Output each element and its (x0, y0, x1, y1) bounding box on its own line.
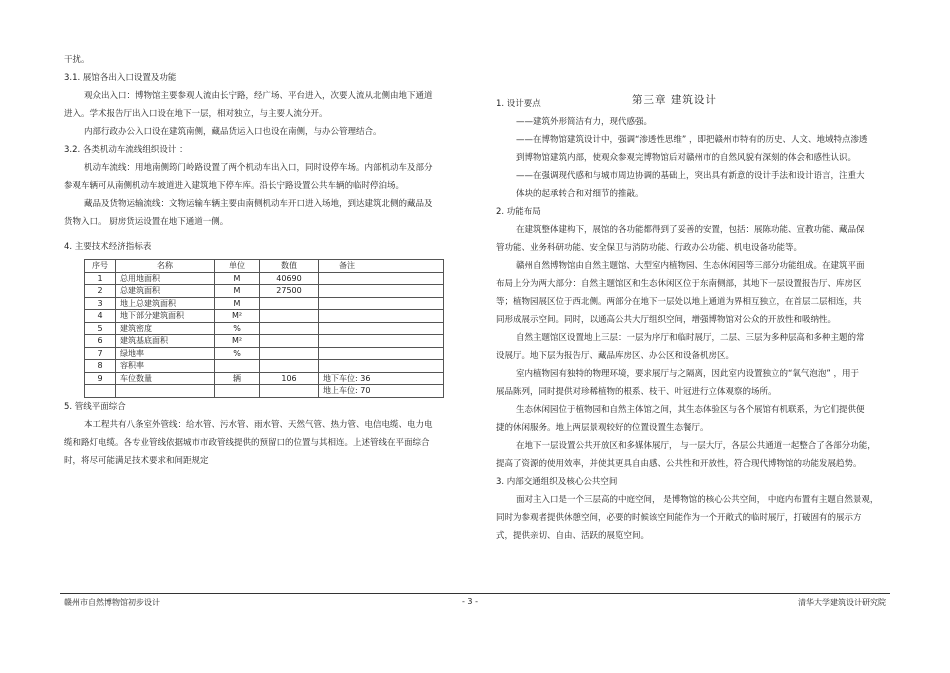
table-row (85, 385, 444, 398)
table-row (85, 285, 444, 298)
table-cell: 地上车位: 70 (319, 385, 444, 398)
table-row (85, 322, 444, 335)
text-line: 3.1. 展馆各出入口设置及功能 (64, 73, 177, 83)
text-line: 室内植物园有独特的物理环境，要求展厅与之隔离，因此室内设置独立的“氧气泡泡” ，用于 (516, 369, 860, 379)
table-cell: 3 (85, 297, 116, 310)
text-line: ——在强调现代感和与城市周边协调的基础上，突出具有新意的设计手法和设计语言，注重大 (516, 171, 865, 181)
table-cell (260, 322, 319, 335)
table-cell: 2 (85, 285, 116, 298)
table-cell (319, 285, 444, 298)
text-line: 3. 内部交通组织及核心公共空间 (496, 477, 618, 487)
text-line: 5. 管线平面综合 (64, 401, 126, 412)
table-cell: % (215, 322, 260, 335)
table-row (85, 310, 444, 323)
text-line: 管功能、业务科研功能、安全保卫与消防功能、行政办公功能、机电设备功能等。 (496, 243, 803, 253)
table-row (85, 360, 444, 373)
table-row (85, 347, 444, 360)
text-line: 提高了资源的使用效率，并使其更具自由感、公共性和开放性，符合现代博物馆的功能发展趋势。 (496, 459, 862, 469)
table-cell: 40690 (260, 272, 319, 285)
table-cell (319, 347, 444, 360)
table-cell (85, 385, 116, 398)
left-column (64, 51, 464, 470)
text-line: ——建筑外形简洁有力，现代感强。 (516, 117, 653, 127)
text-line: ——在博物馆建筑设计中，强调“渗透性思维” ，即把赣州市特有的历史、人文、地域特点渗透 (516, 135, 868, 145)
text-line: 藏品及货物运输流线：文物运输车辆主要由南侧机动车开口进入场地，到达建筑北侧的藏品及 (84, 199, 433, 209)
text-line: 进入。学术报告厅出入口设在地下一层，相对独立，与主要人流分开。 (64, 109, 328, 119)
table-cell: 6 (85, 335, 116, 348)
text-line: 时，将尽可能满足技术要求和间距规定 (64, 455, 209, 466)
text-line: 同形成展示空间。同时，以通高公共大厅组织空间，增强博物馆对公众的开放性和吸纳性。 (496, 315, 837, 325)
table-cell: M (215, 272, 260, 285)
table-cell: 4 (85, 310, 116, 323)
text-line: 参观车辆可从南侧机动车坡道进入建筑地下停车库。沿长宁路设置公共车辆的临时停泊场。 (64, 181, 405, 191)
table-cell (319, 297, 444, 310)
text-line: 同时为参观者提供休憩空间，必要的时候该空间能作为一个开敞式的临时展厅，打破固有的展示方 (496, 513, 862, 523)
table-cell (319, 360, 444, 373)
table-cell: 1 (85, 272, 116, 285)
table-cell: M (215, 297, 260, 310)
table-header-cell: 单位 (215, 260, 260, 273)
table-row (85, 297, 444, 310)
table-cell: 容积率 (116, 360, 215, 373)
text-line: 3.2. 各类机动车流线组织设计 ： (64, 145, 188, 155)
table-cell (260, 297, 319, 310)
text-line: 赣州自然博物馆由自然主题馆、大型室内植物园、生态休闲园等三部分功能组成。在建筑平面 (516, 261, 865, 271)
table-header-cell: 序号 (85, 260, 116, 273)
text-line: 等；植物园展区位于西北侧。两部分在地下一层处以地上通道为界相互独立，在首层二层相连，共 (496, 297, 862, 307)
text-line: 2. 功能布局 (496, 207, 541, 217)
right-column (496, 95, 896, 545)
table-cell: 地上总建筑面积 (116, 297, 215, 310)
table-cell (319, 322, 444, 335)
text-line: 机动车流线：用地南侧筠门岭路设置了两个机动车出入口，同时设停车场。内部机动车及部分 (84, 163, 433, 173)
table-cell (260, 335, 319, 348)
table-cell: M (215, 285, 260, 298)
table-cell (260, 347, 319, 360)
text-line: 体块的起承转合和对细节的推敲。 (516, 189, 644, 199)
table-cell: M² (215, 335, 260, 348)
text-line: 货物入口。 厨房货运设置在地下通道一侧。 (64, 217, 229, 227)
table-cell: 辆 (215, 372, 260, 385)
text-line: 捷的休闲服务。地上两层景观较好的位置设置生态餐厅。 (496, 423, 709, 433)
text-line: 式，提供亲切、自由、活跃的展览空间。 (496, 531, 650, 541)
chapter-title: 第三章 建筑设计 (632, 94, 717, 106)
table-cell (319, 272, 444, 285)
table-cell (215, 360, 260, 373)
table-cell: 总用地面积 (116, 272, 215, 285)
text-line: 1. 设计要点 (496, 99, 541, 109)
table-cell: 地下车位: 36 (319, 372, 444, 385)
footer-divider (60, 593, 890, 594)
text-line: 布局上分为两大部分：自然主题馆区和生态休闲区位于东南侧部，其地下一层设置报告厅、库房区 (496, 279, 862, 289)
text-line: 在地下一层设置公共开放区和多媒体展厅， 与一层大厅，各层公共通道一起整合了各部分功能， (516, 441, 876, 451)
table-cell (260, 310, 319, 323)
table-cell: 8 (85, 360, 116, 373)
text-line: 内部行政办公入口设在建筑南侧，藏品货运入口也设在南侧，与办公管理结合。 (84, 127, 382, 137)
text-line: 面对主入口是一个三层高的中庭空间， 是博物馆的核心公共空间， 中庭内布置有主题自然景观， (516, 495, 879, 505)
text-line: 展品陈列，同时提供对珍稀植物的根系、枝干、叶冠进行立体观察的场所。 (496, 387, 777, 397)
table-cell: 绿地率 (116, 347, 215, 360)
page-number: - 3 - (462, 597, 478, 606)
text-line: 观众出入口：博物馆主要参观人流由长宁路，经广场、平台进入，次要人流从北侧由地下通道 (84, 91, 433, 101)
text-line: 在建筑整体建构下，展馆的各功能都得到了妥善的安置，包括：展陈功能、宣教功能、藏品保 (516, 225, 865, 235)
table-cell (319, 335, 444, 348)
table-header-cell: 备注 (319, 260, 444, 273)
text-line: 缆和路灯电缆。各专业管线依据城市市政管线提供的预留口的位置与其相连。上述管线在平面综合 (64, 437, 430, 448)
table-cell: 总建筑面积 (116, 285, 215, 298)
table-cell: 5 (85, 322, 116, 335)
table-cell (215, 385, 260, 398)
tech-econ-table (84, 259, 444, 398)
table-cell (260, 385, 319, 398)
table-header-cell: 名称 (116, 260, 215, 273)
table-cell: 车位数量 (116, 372, 215, 385)
table-cell: M² (215, 310, 260, 323)
table-cell: 建筑基底面积 (116, 335, 215, 348)
table-cell (260, 360, 319, 373)
table-cell: 106 (260, 372, 319, 385)
table-header-cell: 数值 (260, 260, 319, 273)
table-row (85, 372, 444, 385)
table-cell: % (215, 347, 260, 360)
table-cell: 地下部分建筑面积 (116, 310, 215, 323)
table-cell: 27500 (260, 285, 319, 298)
text-line: 生态休闲园位于植物园和自然主体馆之间，其生态体验区与各个展馆有机联系，为它们提供便 (516, 405, 865, 415)
table-cell (319, 310, 444, 323)
footer-left: 赣州市自然博物馆初步设计 (64, 598, 160, 607)
table-row (85, 335, 444, 348)
table-row (85, 272, 444, 285)
table-cell: 9 (85, 372, 116, 385)
text-line: 本工程共有八条室外管线：给水管、污水管、雨水管、天然气管、热力管、电信电缆、电力电 (84, 419, 433, 430)
table-cell: 建筑密度 (116, 322, 215, 335)
table-cell: 7 (85, 347, 116, 360)
text-line: 自然主题馆区设置地上三层：一层为序厅和临时展厅，二层、三层为多种层高和多种主题的常 (516, 333, 865, 343)
footer-right: 清华大学建筑设计研究院 (798, 598, 886, 607)
table-cell (116, 385, 215, 398)
text-line: 到博物馆建筑内部，使观众参观完博物馆后对赣州市的自然风貌有深刻的体会和感性认识。 (516, 153, 857, 163)
text-line: 设展厅。地下层为报告厅、藏品库房区、办公区和设备机房区。 (496, 351, 735, 361)
text-line: 干扰。 (64, 55, 90, 65)
section-4-heading: 4. 主要技术经济指标表 (64, 242, 152, 252)
